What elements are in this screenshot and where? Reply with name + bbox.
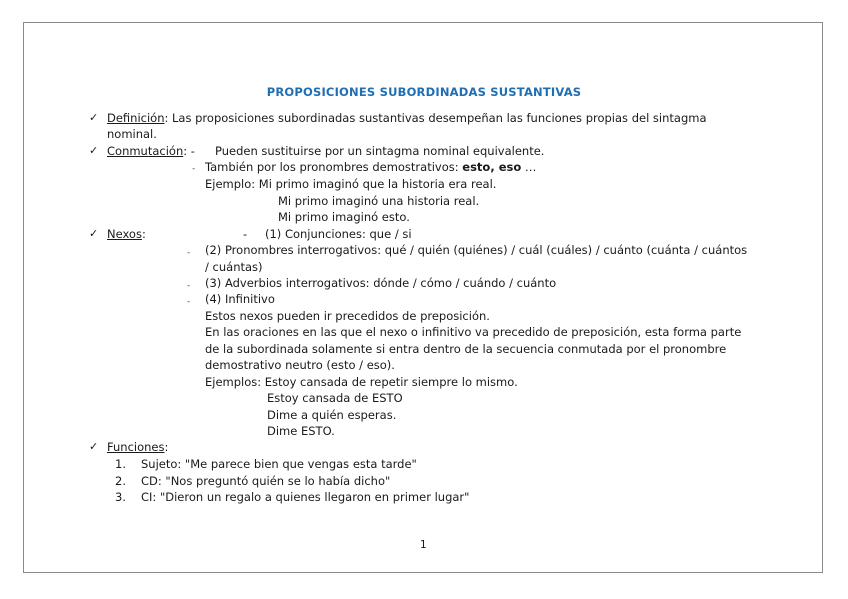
nexos-item2-line2: / cuántas) [205, 260, 263, 274]
document-title: PROPOSICIONES SUBORDINADAS SUSTANTIVAS [266, 85, 582, 99]
bullet-dash: - [187, 297, 191, 307]
definicion-line2: nominal. [107, 127, 157, 141]
check-icon: ✓ [89, 227, 99, 240]
funciones-line: Funciones: [107, 440, 169, 454]
list-item: CI: "Dieron un regalo a quienes llegaron en primer lugar" [141, 490, 470, 504]
nexos-line: Nexos: [107, 227, 146, 241]
nexos-item4: (4) Infinitivo [205, 292, 275, 306]
nexos-para2-line3: demostrativo neutro (esto / eso). [205, 358, 395, 372]
bold-pronouns: esto, eso [462, 160, 522, 174]
nexos-item3: (3) Adverbios interrogativos: dónde / cómo / cuándo / cuánto [205, 276, 557, 290]
nexos-label: Nexos [107, 227, 142, 241]
list-item-number: 2. [115, 474, 126, 488]
conmutacion-example3: Mi primo imaginó esto. [278, 210, 410, 224]
nexos-examples3: Dime a quién esperas. [267, 408, 397, 422]
conmutacion-example1: Ejemplo: Mi primo imaginó que la historia era real. [205, 177, 497, 191]
check-icon: ✓ [89, 111, 99, 124]
nexos-examples4: Dime ESTO. [267, 424, 335, 438]
list-item-number: 1. [115, 457, 126, 471]
nexos-item1: (1) Conjunciones: que / si [265, 227, 412, 241]
bullet-dash: - [187, 281, 191, 291]
list-item: Sujeto: "Me parece bien que vengas esta tarde" [141, 457, 417, 471]
nexos-para2-line1: En las oraciones en las que el nexo o infinitivo va precedido de preposición, esta forma parte [205, 325, 742, 339]
conmutacion-example2: Mi primo imaginó una historia real. [278, 194, 480, 208]
conmutacion-sep: : - [183, 144, 195, 158]
page-number: 1 [420, 539, 427, 551]
nexos-examples1: Ejemplos: Estoy cansada de repetir siempre lo mismo. [205, 375, 518, 389]
definicion-line1 [107, 111, 707, 125]
bullet-dash: - [187, 248, 191, 258]
list-item: CD: "Nos preguntó quién se lo había dicho" [141, 474, 391, 488]
conmutacion-item1: Pueden sustituirse por un sintagma nominal equivalente. [215, 144, 545, 158]
nexos-examples2: Estoy cansada de ESTO [267, 391, 403, 405]
nexos-para2-line2: de la subordinada solamente si entra dentro de la secuencia conmutada por el pronombre [205, 342, 727, 356]
conmutacion-line [107, 144, 195, 158]
definicion-label: Definición [107, 111, 165, 125]
bullet-dash: - [192, 164, 196, 174]
nexos-item2-line1: (2) Pronombres interrogativos: qué / quién (quiénes) / cuál (cuáles) / cuánto (cuánta / cuántos [205, 243, 748, 257]
list-item-number: 3. [115, 490, 126, 504]
nexos-para1: Estos nexos pueden ir precedidos de preposición. [205, 309, 490, 323]
check-icon: ✓ [89, 440, 99, 453]
check-icon: ✓ [89, 144, 99, 157]
conmutacion-label: Conmutación [107, 144, 184, 158]
bullet-dash: - [243, 227, 248, 241]
conmutacion-item2: También por los pronombres demostrativos: esto, eso … [205, 160, 537, 174]
definicion-text: : Las proposiciones subordinadas sustantivas desempeñan las funciones propias del sintagma [164, 111, 707, 125]
funciones-label: Funciones [107, 440, 165, 454]
